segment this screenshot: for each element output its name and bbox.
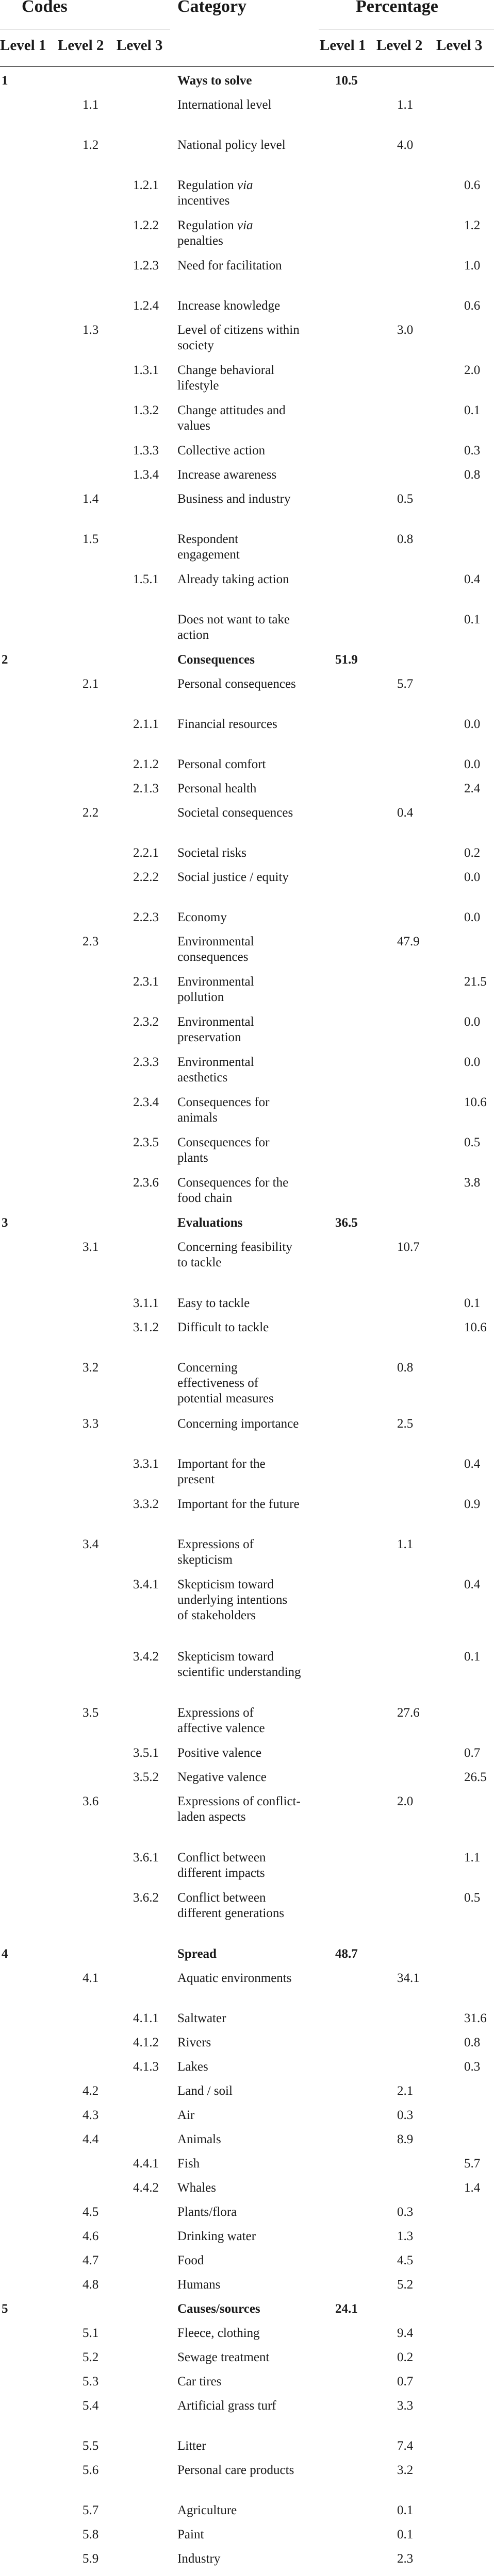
code-level-2: 2.2 bbox=[83, 806, 99, 820]
code-level-3: 2.2.2 bbox=[133, 870, 159, 884]
code-level-3: 3.5.2 bbox=[133, 1770, 159, 1784]
code-level-1: 5 bbox=[2, 2302, 8, 2316]
category-label: Skepticism toward scientific understanding bbox=[177, 1650, 301, 1679]
pct-level-3-label: Level 3 bbox=[436, 37, 483, 54]
code-level-2: 5.9 bbox=[83, 2552, 99, 2566]
code-level-2: 2.1 bbox=[83, 677, 99, 691]
code-level-2: 4.8 bbox=[83, 2278, 99, 2292]
code-level-2: 1.2 bbox=[83, 138, 99, 152]
category-label: Whales bbox=[177, 2181, 216, 2195]
pct-level-3: 0.0 bbox=[464, 717, 481, 731]
category-text: Regulation bbox=[177, 218, 237, 232]
category-label: Conflict between different impacts bbox=[177, 1851, 266, 1880]
code-level-3: 2.1.2 bbox=[133, 757, 159, 771]
category-label: Conflict between different generations bbox=[177, 1891, 285, 1920]
code-level-2: 5.4 bbox=[83, 2399, 99, 2413]
code-level-2: 4.3 bbox=[83, 2108, 99, 2122]
pct-level-3: 1.0 bbox=[464, 259, 481, 273]
code-level-2: 5.8 bbox=[83, 2528, 99, 2541]
header-category: Category bbox=[177, 0, 247, 16]
category-label: Drinking water bbox=[177, 2229, 256, 2243]
pct-level-3: 0.0 bbox=[464, 910, 481, 924]
category-label: Fleece, clothing bbox=[177, 2326, 260, 2340]
code-level-2: 3.5 bbox=[83, 1706, 99, 1720]
category-label: Rivers bbox=[177, 2036, 211, 2049]
category-label: Artificial grass turf bbox=[177, 2399, 276, 2413]
category-label: Humans bbox=[177, 2278, 221, 2292]
pct-level-1: 36.5 bbox=[335, 1216, 358, 1230]
category-label: Increase knowledge bbox=[177, 299, 281, 313]
code-level-3: 3.1.2 bbox=[133, 1320, 159, 1334]
code-level-1-label: Level 1 bbox=[0, 37, 46, 54]
code-level-3: 3.4.2 bbox=[133, 1650, 159, 1664]
category-label: Causes/sources bbox=[177, 2302, 260, 2316]
code-level-3: 2.3.5 bbox=[133, 1136, 159, 1149]
pct-level-2: 1.1 bbox=[397, 98, 414, 112]
category-label: Lakes bbox=[177, 2060, 208, 2074]
category-label: Concerning importance bbox=[177, 1417, 299, 1431]
code-level-2: 3.2 bbox=[83, 1361, 99, 1375]
code-level-3: 4.4.2 bbox=[133, 2181, 159, 2195]
category-label: Positive valence bbox=[177, 1746, 262, 1760]
code-level-3: 3.5.1 bbox=[133, 1746, 159, 1760]
pct-level-2: 0.2 bbox=[397, 2350, 414, 2364]
pct-level-3: 0.4 bbox=[464, 1578, 481, 1591]
pct-level-2: 5.2 bbox=[397, 2278, 414, 2292]
pct-level-2: 3.3 bbox=[397, 2399, 414, 2413]
code-level-3: 3.6.1 bbox=[133, 1851, 159, 1865]
pct-level-2: 0.1 bbox=[397, 2528, 414, 2541]
code-level-2: 4.4 bbox=[83, 2132, 99, 2146]
category-label: Spread bbox=[177, 1947, 217, 1961]
pct-level-2: 0.4 bbox=[397, 806, 414, 820]
code-level-2: 1.4 bbox=[83, 492, 99, 506]
pct-level-3: 0.3 bbox=[464, 444, 481, 457]
category-label: Need for facilitation bbox=[177, 259, 282, 273]
category-label: Concerning effectiveness of potential measures bbox=[177, 1361, 274, 1405]
pct-level-2: 0.3 bbox=[397, 2205, 414, 2219]
code-level-3: 1.5.1 bbox=[133, 572, 159, 586]
pct-level-3: 21.5 bbox=[464, 975, 487, 989]
pct-level-3: 0.5 bbox=[464, 1891, 481, 1905]
code-level-2: 3.6 bbox=[83, 1794, 99, 1808]
code-level-3: 1.2.4 bbox=[133, 299, 159, 313]
pct-level-3: 0.0 bbox=[464, 870, 481, 884]
pct-level-3: 1.1 bbox=[464, 1851, 481, 1865]
code-level-2: 5.6 bbox=[83, 2463, 99, 2477]
code-level-2: 3.1 bbox=[83, 1240, 99, 1254]
pct-level-2: 3.2 bbox=[397, 2463, 414, 2477]
code-level-3: 4.1.2 bbox=[133, 2036, 159, 2049]
category-label: Increase awareness bbox=[177, 468, 277, 482]
code-level-3: 2.3.6 bbox=[133, 1176, 159, 1190]
code-level-3: 1.3.1 bbox=[133, 363, 159, 377]
category-label: Business and industry bbox=[177, 492, 291, 506]
pct-level-3: 0.1 bbox=[464, 613, 481, 626]
pct-level-3: 0.6 bbox=[464, 299, 481, 313]
pct-level-2: 0.8 bbox=[397, 532, 414, 546]
category-label: Sewage treatment bbox=[177, 2350, 270, 2364]
pct-level-1: 24.1 bbox=[335, 2302, 358, 2316]
category-label: Environmental aesthetics bbox=[177, 1055, 254, 1084]
category-label: Food bbox=[177, 2253, 204, 2267]
category-label: Litter bbox=[177, 2439, 206, 2453]
category-label: Respondent engagement bbox=[177, 532, 240, 562]
category-label: Difficult to tackle bbox=[177, 1320, 269, 1334]
code-level-3: 2.2.1 bbox=[133, 846, 159, 860]
category-label: Level of citizens within society bbox=[177, 323, 300, 352]
code-level-3: 2.3.3 bbox=[133, 1055, 159, 1069]
pct-level-2: 1.1 bbox=[397, 1537, 414, 1551]
category-label: Plants/flora bbox=[177, 2205, 237, 2219]
category-italic-text: via bbox=[237, 218, 253, 232]
category-label: Saltwater bbox=[177, 2011, 226, 2025]
code-level-3: 2.3.2 bbox=[133, 1015, 159, 1029]
pct-level-3: 0.2 bbox=[464, 846, 481, 860]
code-level-1: 4 bbox=[2, 1947, 8, 1961]
category-text: incentives bbox=[177, 194, 230, 208]
pct-level-3: 0.0 bbox=[464, 1055, 481, 1069]
pct-level-1: 48.7 bbox=[335, 1947, 358, 1961]
category-label: Environmental pollution bbox=[177, 975, 254, 1004]
pct-level-2: 4.5 bbox=[397, 2253, 414, 2267]
code-level-2: 1.5 bbox=[83, 532, 99, 546]
category-label: Does not want to take action bbox=[177, 613, 290, 642]
pct-level-3: 10.6 bbox=[464, 1095, 487, 1109]
code-level-2: 4.1 bbox=[83, 1971, 99, 1985]
pct-level-2: 4.0 bbox=[397, 138, 414, 152]
pct-level-3: 0.0 bbox=[464, 757, 481, 771]
header-percentage: Percentage bbox=[356, 0, 438, 16]
pct-level-3: 0.9 bbox=[464, 1497, 481, 1511]
category-label: Animals bbox=[177, 2132, 221, 2146]
code-level-3: 2.3.1 bbox=[133, 975, 159, 989]
pct-level-2: 9.4 bbox=[397, 2326, 414, 2340]
code-level-2: 3.3 bbox=[83, 1417, 99, 1431]
category-label: Change attitudes and values bbox=[177, 403, 286, 433]
code-level-3: 3.3.1 bbox=[133, 1457, 159, 1471]
category-label: Consequences for the food chain bbox=[177, 1176, 289, 1205]
code-level-2: 5.1 bbox=[83, 2326, 99, 2340]
pct-level-3: 0.0 bbox=[464, 1015, 481, 1029]
code-level-2: 5.3 bbox=[83, 2375, 99, 2388]
category-label: Important for the present bbox=[177, 1457, 266, 1486]
category-label: Expressions of skepticism bbox=[177, 1537, 254, 1567]
pct-level-3: 3.8 bbox=[464, 1176, 481, 1190]
pct-level-1-label: Level 1 bbox=[320, 37, 366, 54]
category-text: penalties bbox=[177, 234, 223, 248]
code-level-1: 1 bbox=[2, 74, 8, 88]
pct-level-3: 1.2 bbox=[464, 218, 481, 232]
pct-level-2: 2.1 bbox=[397, 2084, 414, 2098]
category-label: Aquatic environments bbox=[177, 1971, 292, 1985]
code-level-3: 3.6.2 bbox=[133, 1891, 159, 1905]
category-label bbox=[177, 2575, 301, 2576]
category-label: Consequences bbox=[177, 653, 255, 667]
pct-level-2: 0.7 bbox=[397, 2375, 414, 2388]
code-level-3-label: Level 3 bbox=[117, 37, 163, 54]
category-label: National policy level bbox=[177, 138, 286, 152]
category-label: Collective action bbox=[177, 444, 266, 457]
header-codes: Codes bbox=[22, 0, 68, 16]
pct-level-3: 0.7 bbox=[464, 1746, 481, 1760]
category-label: Financial resources bbox=[177, 717, 277, 731]
category-label: Important for the future bbox=[177, 1497, 300, 1511]
code-level-2: 4.2 bbox=[83, 2084, 99, 2098]
pct-level-2: 2.0 bbox=[397, 1794, 414, 1808]
category-label: Consequences for plants bbox=[177, 1136, 270, 1165]
category-label: Social justice / equity bbox=[177, 870, 289, 884]
pct-level-2-label: Level 2 bbox=[376, 37, 423, 54]
category-label: Societal risks bbox=[177, 846, 247, 860]
pct-level-3: 0.1 bbox=[464, 1296, 481, 1310]
pct-level-3: 1.4 bbox=[464, 2181, 481, 2195]
code-level-2-label: Level 2 bbox=[58, 37, 104, 54]
code-level-3: 1.3.4 bbox=[133, 468, 159, 482]
code-level-3 bbox=[133, 2575, 159, 2576]
code-level-3: 4.1.1 bbox=[133, 2011, 159, 2025]
category-label: Industry bbox=[177, 2552, 221, 2566]
pct-level-2: 27.6 bbox=[397, 1706, 420, 1720]
pct-level-3: 31.6 bbox=[464, 2011, 487, 2025]
pct-level-3: 0.8 bbox=[464, 468, 481, 482]
category-label: Environmental preservation bbox=[177, 1015, 254, 1044]
pct-level-3: 0.3 bbox=[464, 2060, 481, 2074]
pct-level-3 bbox=[464, 2575, 480, 2576]
code-level-3: 1.2.3 bbox=[133, 259, 159, 273]
pct-level-3: 5.7 bbox=[464, 2157, 481, 2171]
pct-level-3: 0.4 bbox=[464, 572, 481, 586]
pct-level-3: 2.0 bbox=[464, 363, 481, 377]
code-level-2: 5.7 bbox=[83, 2503, 99, 2517]
code-level-3: 4.1.3 bbox=[133, 2060, 159, 2074]
pct-level-3: 0.1 bbox=[464, 403, 481, 417]
code-level-1: 2 bbox=[2, 653, 8, 667]
category-label: Fish bbox=[177, 2157, 200, 2171]
category-label bbox=[177, 218, 301, 249]
category-label: Personal comfort bbox=[177, 757, 266, 771]
pct-level-2: 0.5 bbox=[397, 492, 414, 506]
code-level-2: 4.7 bbox=[83, 2253, 99, 2267]
category-label: International level bbox=[177, 98, 272, 112]
pct-level-2: 0.8 bbox=[397, 1361, 414, 1375]
category-label: Agriculture bbox=[177, 2503, 237, 2517]
code-level-3: 1.3.3 bbox=[133, 444, 159, 457]
code-level-2: 5.5 bbox=[83, 2439, 99, 2453]
category-label: Negative valence bbox=[177, 1770, 267, 1784]
pct-level-3: 26.5 bbox=[464, 1770, 487, 1784]
category-label: Consequences for animals bbox=[177, 1095, 270, 1125]
category-label: Economy bbox=[177, 910, 227, 924]
code-level-3: 2.3.4 bbox=[133, 1095, 159, 1109]
category-label: Personal health bbox=[177, 782, 257, 795]
category-text: Regulation bbox=[177, 178, 237, 192]
category-label: Expressions of conflict-laden aspects bbox=[177, 1794, 301, 1824]
code-level-2: 4.5 bbox=[83, 2205, 99, 2219]
category-label: Air bbox=[177, 2108, 195, 2122]
code-level-1: 3 bbox=[2, 1216, 8, 1230]
header-bottom-rule bbox=[0, 66, 494, 67]
code-level-3: 3.4.1 bbox=[133, 1578, 159, 1591]
category-label bbox=[177, 178, 301, 209]
pct-level-3: 0.4 bbox=[464, 1457, 481, 1471]
code-level-2: 2.3 bbox=[83, 935, 99, 948]
category-label: Change behavioral lifestyle bbox=[177, 363, 275, 393]
code-level-3: 1.2.1 bbox=[133, 178, 159, 192]
pct-level-2: 34.1 bbox=[397, 1971, 420, 1985]
code-level-2: 4.6 bbox=[83, 2229, 99, 2243]
pct-level-3: 0.5 bbox=[464, 1136, 481, 1149]
pct-level-1: 51.9 bbox=[335, 653, 358, 667]
category-label: Concerning feasibility to tackle bbox=[177, 1240, 292, 1269]
category-label: Car tires bbox=[177, 2375, 222, 2388]
category-label: Skepticism toward underlying intentions of stakeholders bbox=[177, 1578, 288, 1622]
pct-level-3: 0.6 bbox=[464, 178, 481, 192]
pct-level-3: 2.4 bbox=[464, 782, 481, 795]
pct-level-2: 2.5 bbox=[397, 1417, 414, 1431]
category-label: Evaluations bbox=[177, 1216, 243, 1230]
category-label: Ways to solve bbox=[177, 74, 252, 88]
pct-level-2: 10.7 bbox=[397, 1240, 420, 1254]
category-label: Easy to tackle bbox=[177, 1296, 250, 1310]
pct-level-2: 47.9 bbox=[397, 935, 420, 948]
category-label: Paint bbox=[177, 2528, 204, 2541]
pct-level-3: 0.8 bbox=[464, 2036, 481, 2049]
code-level-3: 3.3.2 bbox=[133, 1497, 159, 1511]
code-level-2: 1.3 bbox=[83, 323, 99, 337]
category-label: Personal consequences bbox=[177, 677, 296, 691]
category-label: Personal care products bbox=[177, 2463, 294, 2477]
category-label: Already taking action bbox=[177, 572, 289, 586]
category-label: Land / soil bbox=[177, 2084, 233, 2098]
code-level-3: 4.4.1 bbox=[133, 2157, 159, 2171]
pct-level-2: 8.9 bbox=[397, 2132, 414, 2146]
code-level-2: 1.1 bbox=[83, 98, 99, 112]
code-level-3: 3.1.1 bbox=[133, 1296, 159, 1310]
code-level-2: 3.4 bbox=[83, 1537, 99, 1551]
pct-level-3: 0.1 bbox=[464, 1650, 481, 1664]
category-italic-text: via bbox=[237, 178, 253, 192]
pct-level-2: 7.4 bbox=[397, 2439, 414, 2453]
code-level-3: 2.1.3 bbox=[133, 782, 159, 795]
pct-level-3: 10.6 bbox=[464, 1320, 487, 1334]
code-level-3: 2.1.1 bbox=[133, 717, 159, 731]
code-level-2: 5.2 bbox=[83, 2350, 99, 2364]
code-level-3: 2.2.3 bbox=[133, 910, 159, 924]
pct-level-2: 2.3 bbox=[397, 2552, 414, 2566]
pct-level-2: 1.3 bbox=[397, 2229, 414, 2243]
pct-level-2: 3.0 bbox=[397, 323, 414, 337]
category-label: Societal consequences bbox=[177, 806, 293, 820]
pct-level-1: 10.5 bbox=[335, 74, 358, 88]
pct-level-2: 0.3 bbox=[397, 2108, 414, 2122]
code-level-3: 1.2.2 bbox=[133, 218, 159, 232]
pct-level-2: 0.1 bbox=[397, 2503, 414, 2517]
category-label: Environmental consequences bbox=[177, 935, 254, 964]
code-level-3: 1.3.2 bbox=[133, 403, 159, 417]
pct-level-2: 5.7 bbox=[397, 677, 414, 691]
category-label: Expressions of affective valence bbox=[177, 1706, 265, 1735]
